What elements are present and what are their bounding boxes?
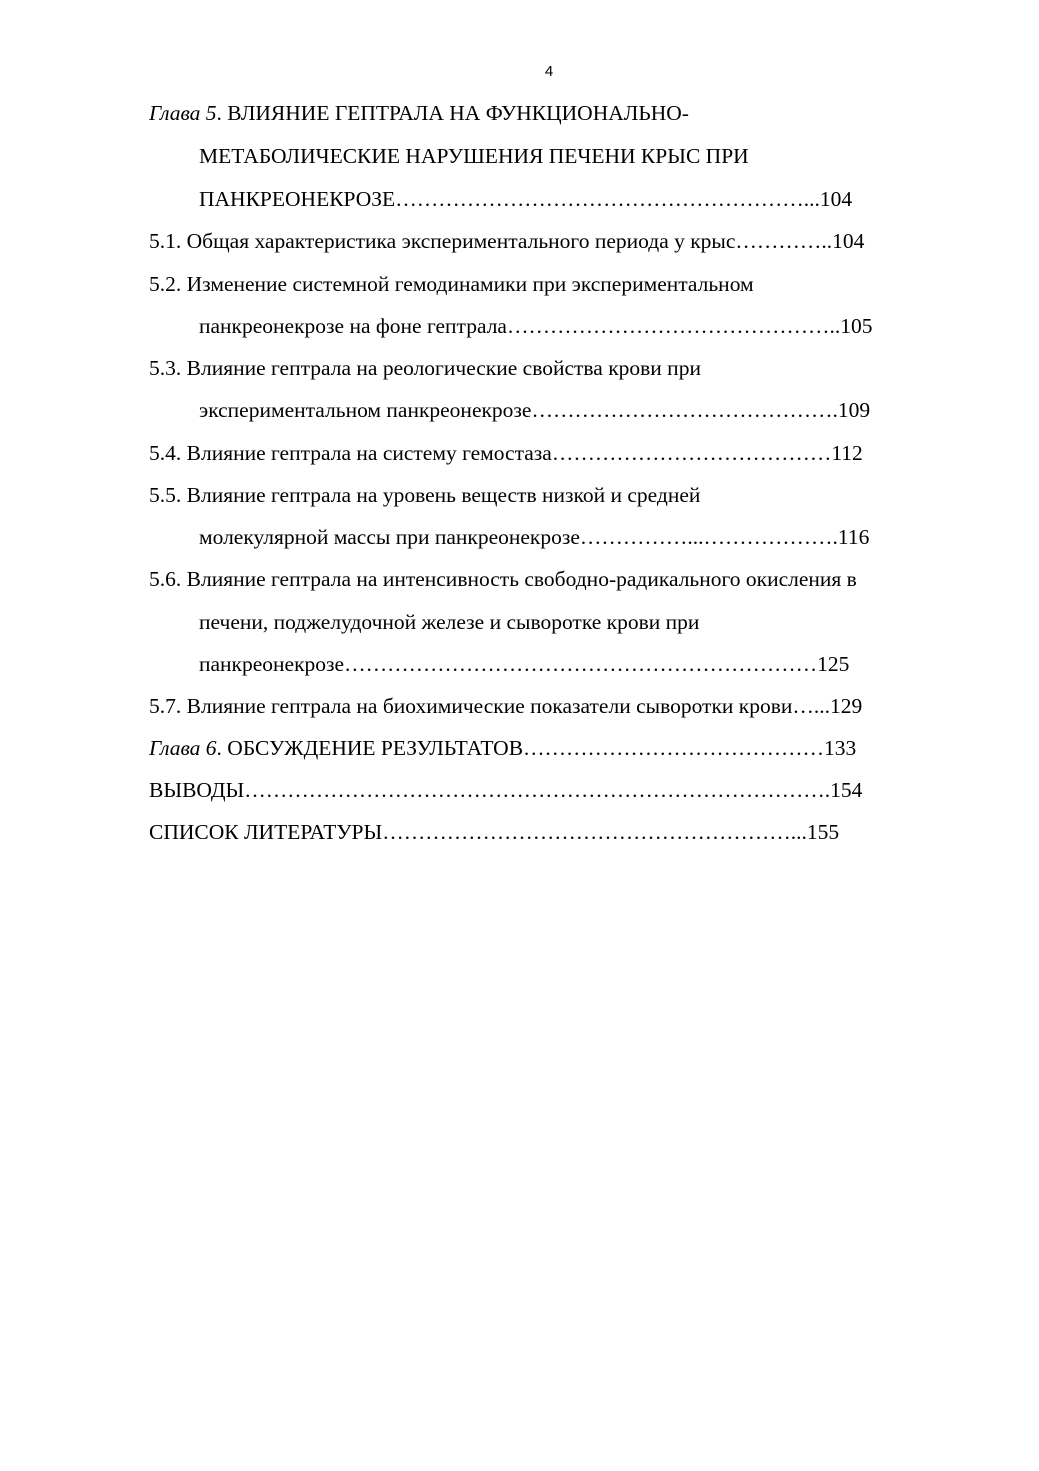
page-number: 4 bbox=[544, 63, 554, 80]
toc-line bbox=[149, 92, 979, 134]
toc-text: молекулярной массы при панкреонекрозе……………...……………….116 bbox=[199, 525, 870, 549]
toc-text: 5.7. Влияние гептрала на биохимические показатели сыворотки крови…...129 bbox=[149, 694, 863, 718]
toc-text: МЕТАБОЛИЧЕСКИЕ НАРУШЕНИЯ ПЕЧЕНИ КРЫС ПРИ bbox=[199, 144, 749, 168]
toc-line bbox=[149, 558, 979, 600]
toc-line bbox=[149, 811, 979, 853]
toc-text: 5.5. Влияние гептрала на уровень веществ низкой и средней bbox=[149, 483, 701, 507]
toc-line bbox=[149, 263, 979, 305]
toc-line bbox=[199, 601, 979, 643]
toc-text: печени, поджелудочной железе и сыворотке крови при bbox=[199, 610, 700, 634]
chapter-prefix: Глава 6 bbox=[149, 736, 217, 760]
toc-text: СПИСОК ЛИТЕРАТУРЫ…………………………………………………...155 bbox=[149, 820, 840, 844]
toc-line bbox=[199, 389, 979, 431]
toc-line bbox=[149, 347, 979, 389]
toc-line bbox=[199, 643, 979, 685]
toc-text: экспериментальном панкреонекрозе…………………………………….109 bbox=[199, 398, 871, 422]
toc-line bbox=[199, 178, 979, 220]
toc-text: . ВЛИЯНИЕ ГЕПТРАЛА НА ФУНКЦИОНАЛЬНО- bbox=[216, 101, 689, 125]
toc-text: 5.4. Влияние гептрала на систему гемостаза…………………………………112 bbox=[149, 441, 863, 465]
chapter-prefix: Глава 5 bbox=[149, 101, 217, 125]
toc-line bbox=[149, 432, 979, 474]
toc-text: 5.1. Общая характеристика экспериментального периода у крыс…………..104 bbox=[149, 229, 865, 253]
toc-text: . ОБСУЖДЕНИЕ РЕЗУЛЬТАТОВ……………………………………133 bbox=[216, 736, 857, 760]
toc-line bbox=[199, 305, 979, 347]
toc-line bbox=[199, 135, 979, 177]
toc-text: панкреонекрозе…………………………………………………………125 bbox=[199, 652, 850, 676]
toc-line bbox=[149, 474, 979, 516]
toc-line bbox=[149, 220, 979, 262]
toc-text: ПАНКРЕОНЕКРОЗЕ…………………………………………………...104 bbox=[199, 187, 853, 211]
toc-text: 5.6. Влияние гептрала на интенсивность свободно-радикального окисления в bbox=[149, 567, 857, 591]
toc-text: 5.3. Влияние гептрала на реологические свойства крови при bbox=[149, 356, 701, 380]
toc-text: ВЫВОДЫ……………………………………………………………………….154 bbox=[149, 778, 863, 802]
toc-line bbox=[149, 727, 979, 769]
toc-text: панкреонекрозе на фоне гептрала………………………………………..105 bbox=[199, 314, 873, 338]
toc-text: 5.2. Изменение системной гемодинамики при экспериментальном bbox=[149, 272, 754, 296]
toc-line bbox=[149, 685, 979, 727]
toc-line bbox=[199, 516, 979, 558]
toc-line bbox=[149, 769, 979, 811]
